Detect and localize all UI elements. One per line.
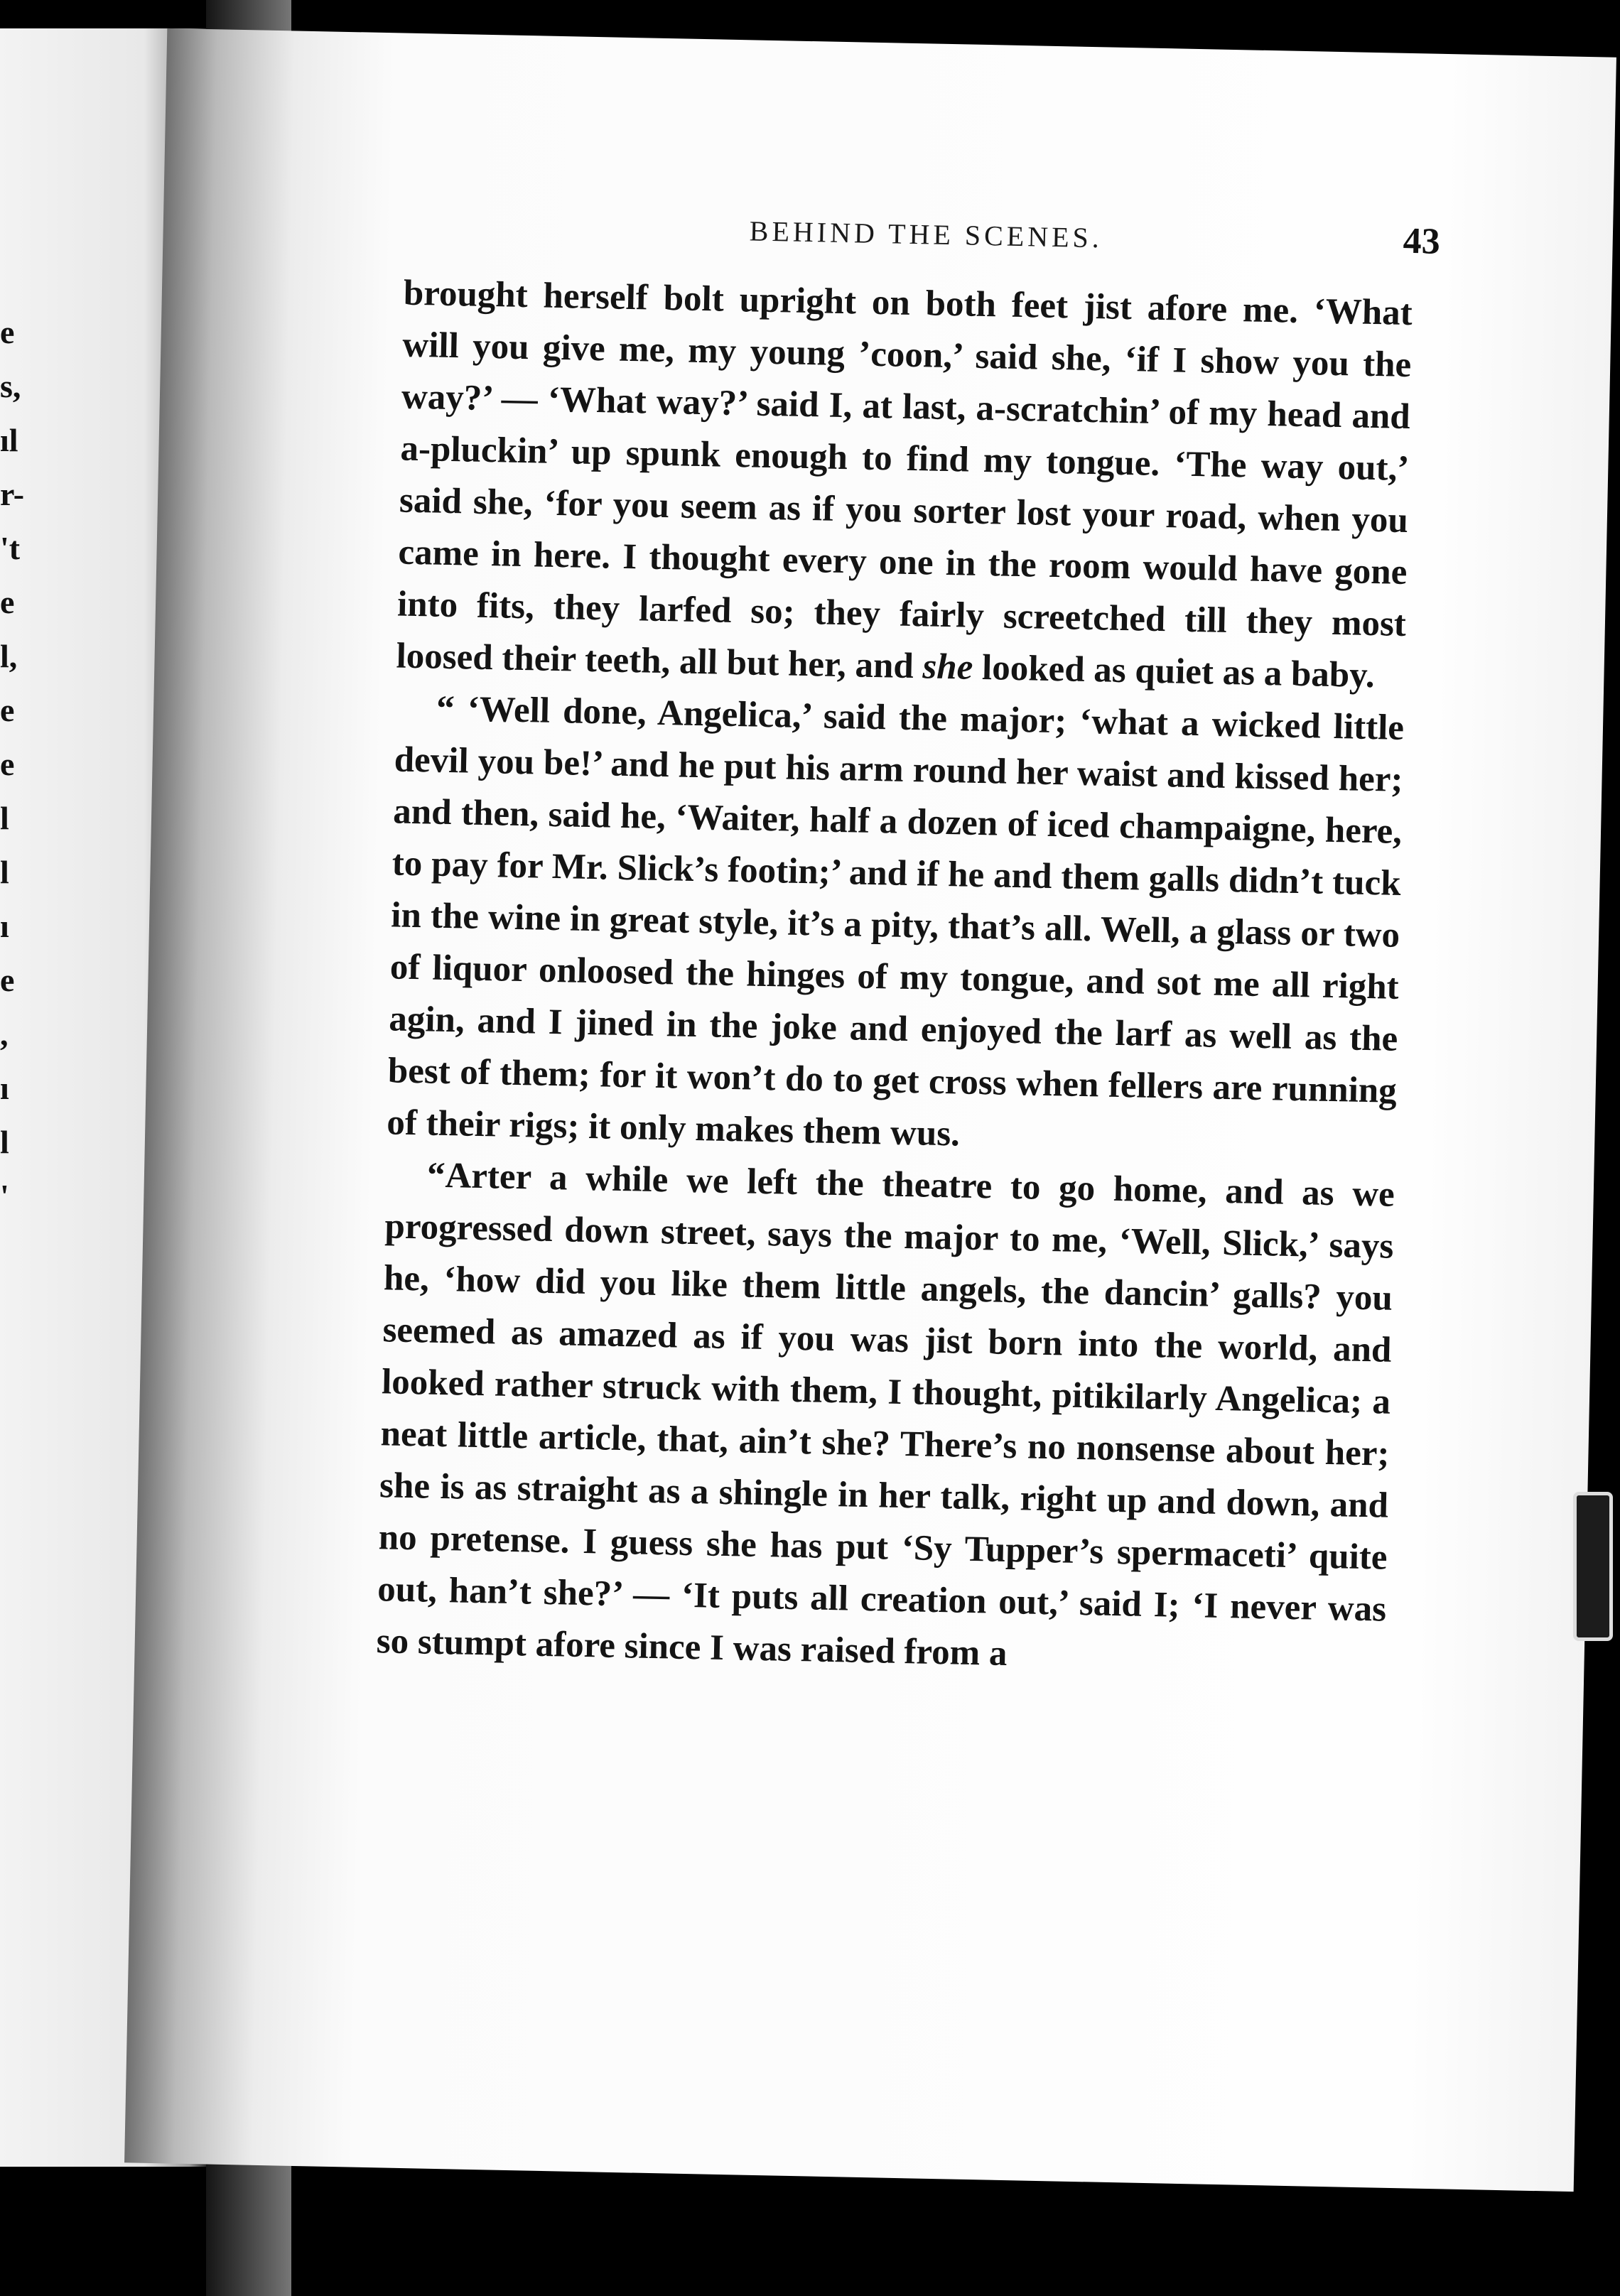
- left-page-fragment: 't: [0, 530, 21, 566]
- left-page-fragment: e: [0, 962, 15, 998]
- left-page-fragment: r-: [0, 476, 25, 512]
- page-number: 43: [1403, 220, 1441, 262]
- emphasis-she: she: [922, 646, 973, 688]
- left-page-fragment: l: [0, 800, 9, 836]
- page-tab-marker: [1573, 1492, 1613, 1641]
- paragraph-3: “Arter a while we left the theatre to go home, and as we progressed down street, says the major to me, ‘Well, Slick,’ says he, ‘how did you like them little angels, the dancin’ galls? you seemed as amazed as if you was jist born into the world, and looked rather struck with them, I thought, pitikilarly Angelica; a neat little article, that, ain’t she? There’s no nonsense about her; she is as straight as a shingle in her talk, right up and down, and no pretense. I guess she has put ‘Sy Tupper’s spermaceti’ quite out, han’t she?’ — ‘It puts all creation out,’ said I; ‘I never was so stumpt afore since I was raised from a: [376, 1155, 1395, 1674]
- paragraph-1-text: brought herself bolt upright on both feet jist afore me. ‘What will you give me, my young ’coon,’ said she, ‘if I show you the way?’ — ‘What way?’ said I, at last, a-scratchin’ of my head and a-pluckin’ up spunk enough to find my tongue. ‘The way out,’ said she, ‘for you seem as if you sorter lost your road, when you came in here. I thought every one in the room would have gone into fits, they larfed so; they fairly screetched till they most loosed their teeth, all but her, and: [396, 273, 1413, 687]
- page-header: [163, 195, 1613, 288]
- left-page-fragment: e: [0, 314, 15, 350]
- left-page-fragment: ': [0, 1178, 9, 1214]
- book-page: [124, 28, 1616, 2192]
- left-page-fragment: ıl: [0, 422, 18, 458]
- body-text: [376, 268, 1413, 1688]
- left-page-fragment: e: [0, 692, 15, 728]
- left-page-fragment: l: [0, 854, 9, 890]
- paragraph-1: [396, 268, 1413, 703]
- running-head: BEHIND THE SCENES.: [749, 215, 1103, 254]
- left-page-fragment: ,: [0, 1016, 9, 1052]
- left-page-fragment: ı: [0, 908, 9, 944]
- left-page-fragment: ı: [0, 1070, 9, 1106]
- left-page-fragment: e: [0, 746, 15, 782]
- left-page-text-fragments: [0, 305, 28, 1223]
- left-page-fragment: l,: [0, 638, 18, 674]
- left-page-fragment: l: [0, 1124, 9, 1160]
- paragraph-2: “ ‘Well done, Angelica,’ said the major; ‘what a wicked little devil you be!’ and he put his arm round her waist and kissed her; and then, said he, ‘Waiter, half a dozen of iced champaigne, here, to pay for Mr. Slick’s footin;’ and if he and them galls didn’t tuck in the wine in great style, it’s a pity, that’s all. Well, a glass or two of liquor onloosed the hinges of my tongue, and sot me all right agin, and I jined in the joke and enjoyed the larf as well as the best of them; for it won’t do to get cross when fellers are running of their rigs; it only makes them wus.: [386, 688, 1405, 1154]
- left-page-fragment: e: [0, 584, 15, 620]
- left-page-fragment: s,: [0, 368, 21, 404]
- paragraph-1-end: looked as quiet as a baby.: [981, 648, 1376, 696]
